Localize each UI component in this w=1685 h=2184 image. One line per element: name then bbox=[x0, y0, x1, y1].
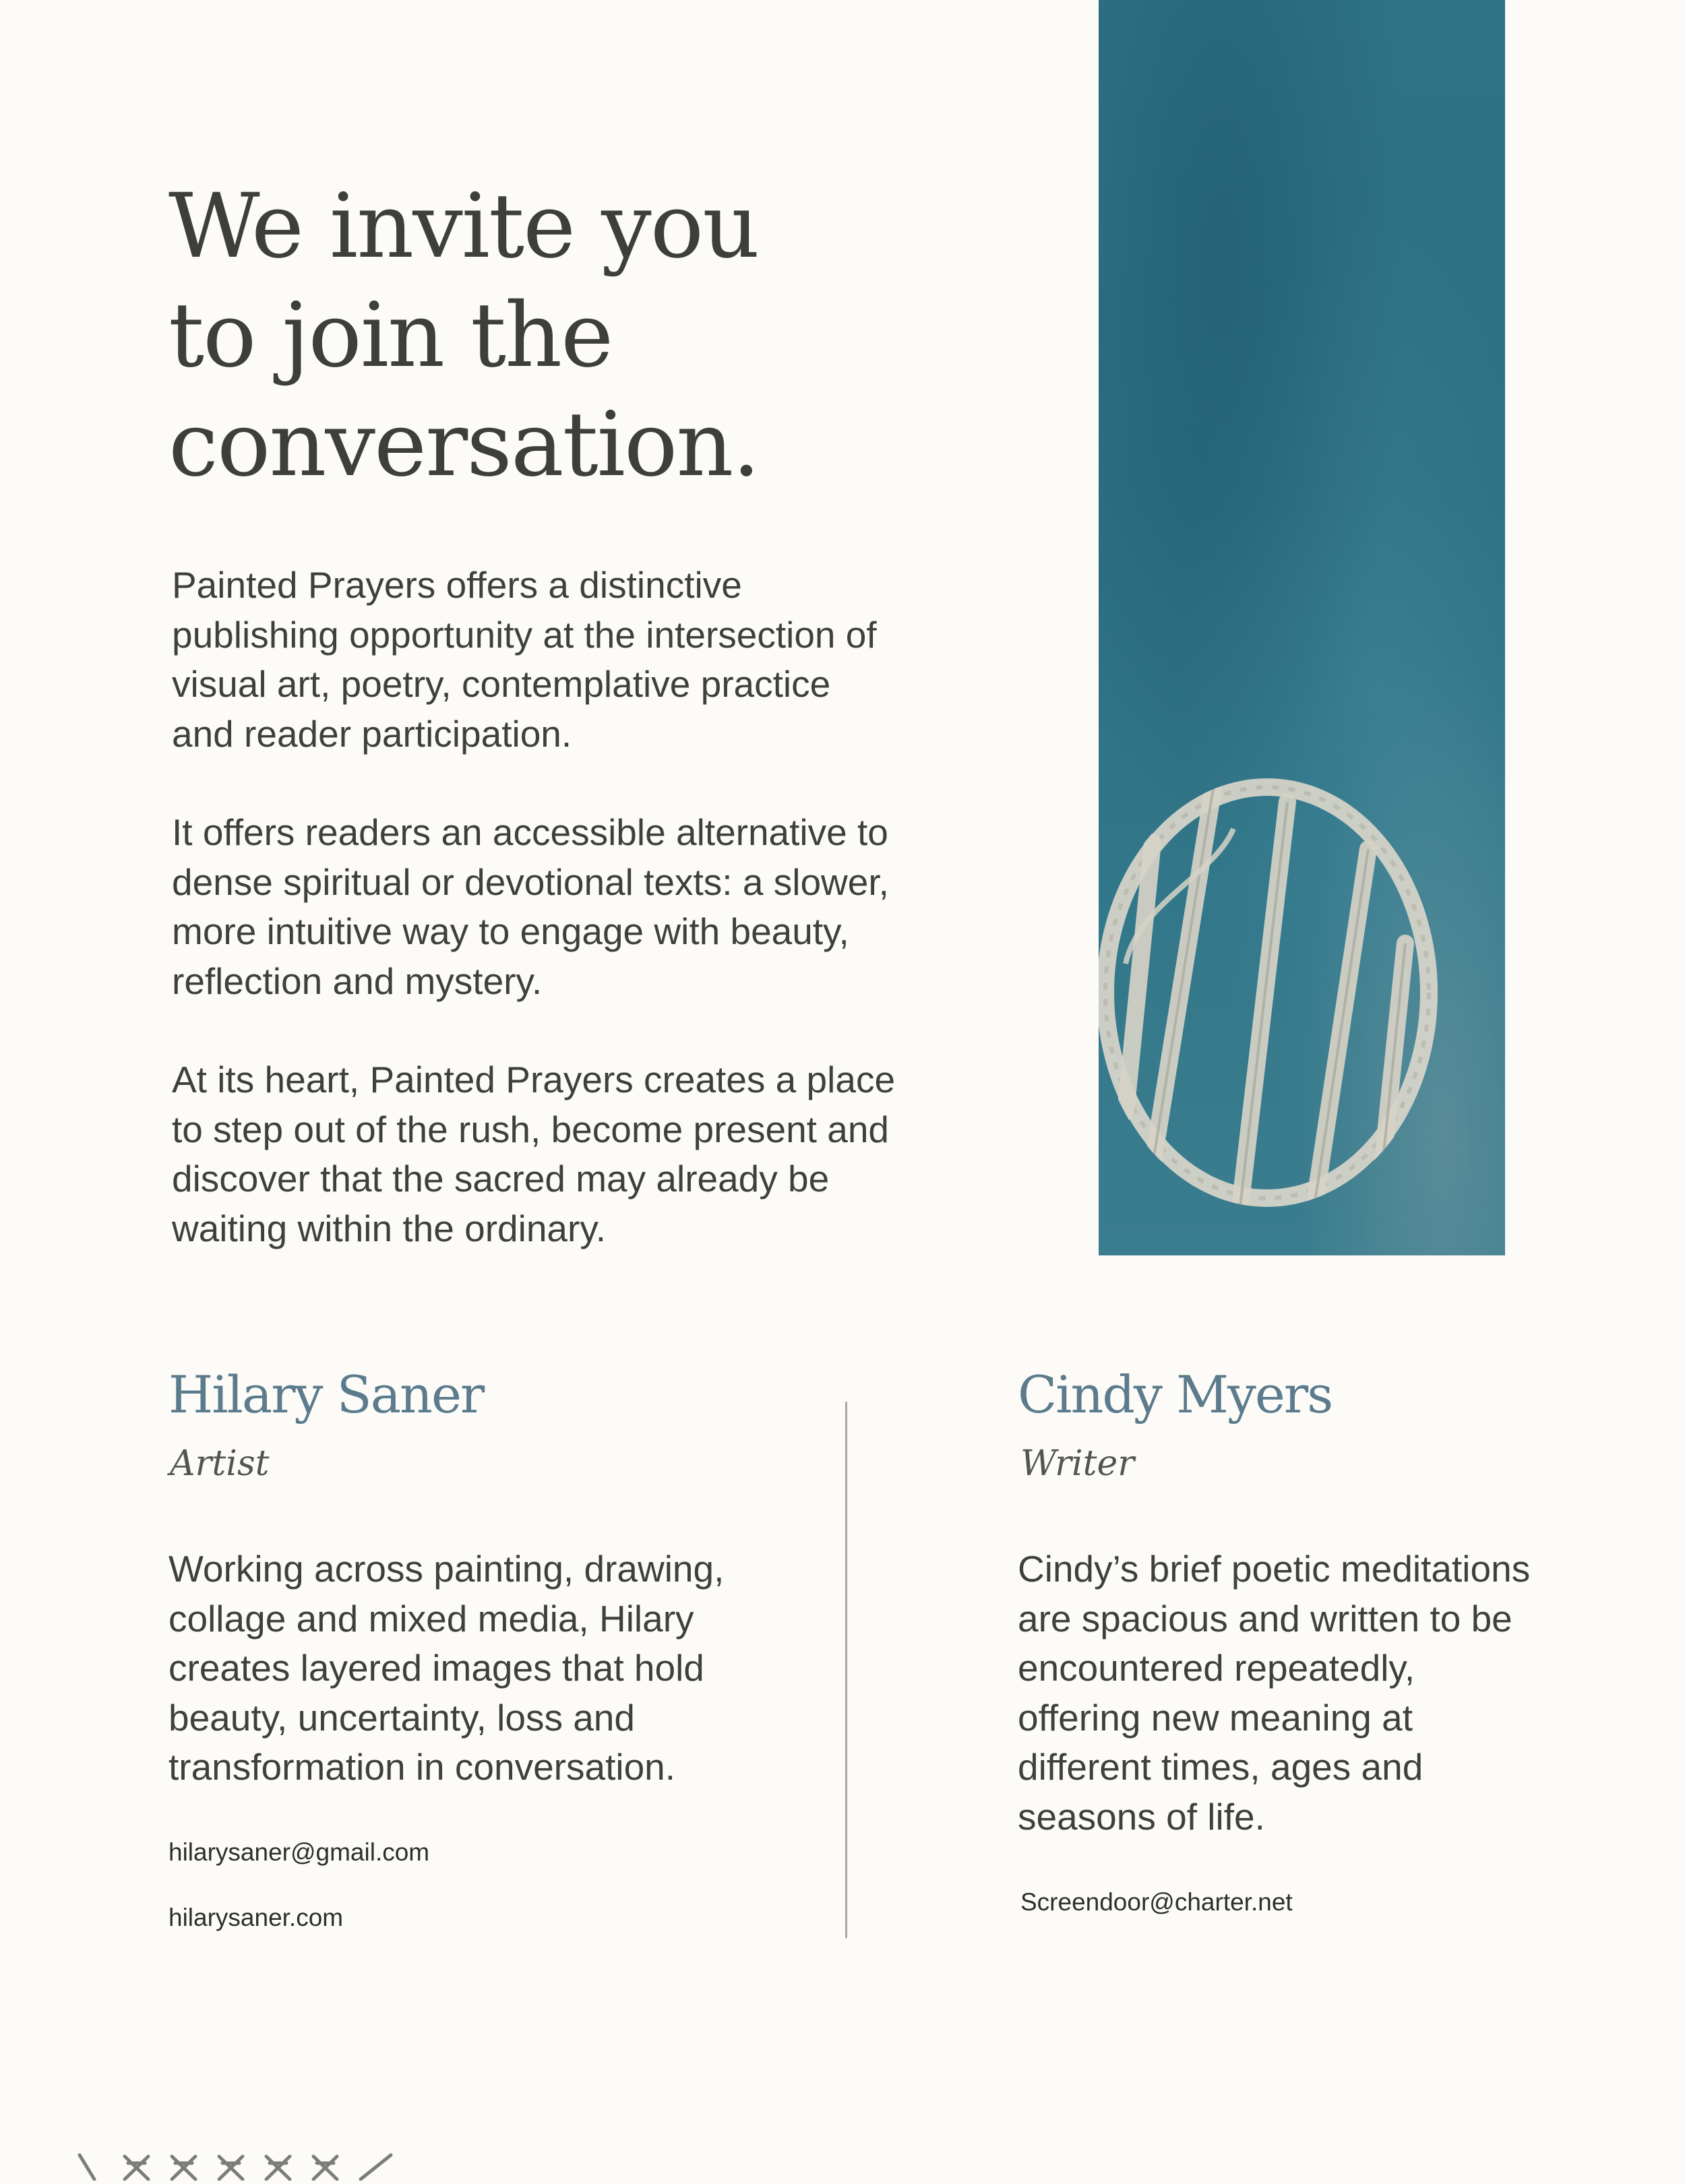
artist-bio-line: creates layered images that hold bbox=[168, 1647, 704, 1689]
intro-line: reflection and mystery. bbox=[172, 960, 543, 1002]
intro-line: to step out of the rush, become present and bbox=[172, 1108, 890, 1150]
column-divider bbox=[845, 1402, 847, 1938]
intro-line: and reader participation. bbox=[172, 712, 572, 755]
intro-text bbox=[172, 561, 896, 1303]
intro-line: dense spiritual or devotional texts: a slower, bbox=[172, 861, 889, 903]
artist-email-link[interactable]: hilarysaner@gmail.com bbox=[168, 1838, 430, 1866]
writer-bio bbox=[1018, 1545, 1530, 1842]
intro-line: It offers readers an accessible alternative to bbox=[172, 811, 888, 853]
intro-line: publishing opportunity at the intersection of bbox=[172, 613, 877, 656]
intro-line: discover that the sacred may already be bbox=[172, 1158, 830, 1199]
headline-line-2: to join the bbox=[168, 284, 613, 387]
artwork-panel bbox=[1099, 0, 1505, 1255]
writer-bio-line: are spacious and written to be bbox=[1018, 1597, 1512, 1640]
intro-paragraph-3 bbox=[172, 1055, 896, 1253]
writer-role: Writer bbox=[1020, 1443, 1135, 1484]
artist-website-link[interactable]: hilarysaner.com bbox=[168, 1904, 344, 1931]
writer-bio-line: offering new meaning at bbox=[1018, 1696, 1413, 1739]
intro-line: waiting within the ordinary. bbox=[172, 1207, 607, 1249]
writer-email-link[interactable]: Screendoor@charter.net bbox=[1020, 1888, 1293, 1916]
writer-bio-line: Cindy’s brief poetic meditations bbox=[1018, 1548, 1531, 1590]
writer-bio-line: encountered repeatedly, bbox=[1018, 1647, 1415, 1689]
artist-bio-line: Working across painting, drawing, bbox=[168, 1548, 725, 1590]
intro-line: Painted Prayers offers a distinctive bbox=[172, 564, 742, 606]
artist-bio-line: transformation in conversation. bbox=[168, 1746, 676, 1788]
intro-paragraph-1 bbox=[172, 561, 877, 759]
writer-bio-line: different times, ages and bbox=[1018, 1746, 1423, 1788]
cross-stitch-ornament-icon bbox=[74, 2148, 398, 2184]
intro-line: visual art, poetry, contemplative practice bbox=[172, 663, 831, 705]
artist-role: Artist bbox=[170, 1443, 270, 1484]
artist-bio bbox=[168, 1545, 724, 1792]
intro-paragraph-2 bbox=[172, 808, 889, 1006]
headline-line-3: conversation. bbox=[168, 393, 760, 497]
artist-bio-line: collage and mixed media, Hilary bbox=[168, 1597, 694, 1640]
writer-bio-line: seasons of life. bbox=[1018, 1795, 1265, 1838]
artist-name: Hilary Saner bbox=[168, 1365, 484, 1425]
intro-line: more intuitive way to engage with beauty, bbox=[172, 910, 849, 952]
headline-line-1: We invite you bbox=[168, 175, 759, 278]
artist-bio-line: beauty, uncertainty, loss and bbox=[168, 1696, 635, 1739]
intro-line: At its heart, Painted Prayers creates a place bbox=[172, 1059, 896, 1100]
headline bbox=[168, 172, 759, 499]
writer-name: Cindy Myers bbox=[1018, 1365, 1332, 1425]
embroidered-circle-artwork-icon bbox=[1099, 0, 1505, 1255]
